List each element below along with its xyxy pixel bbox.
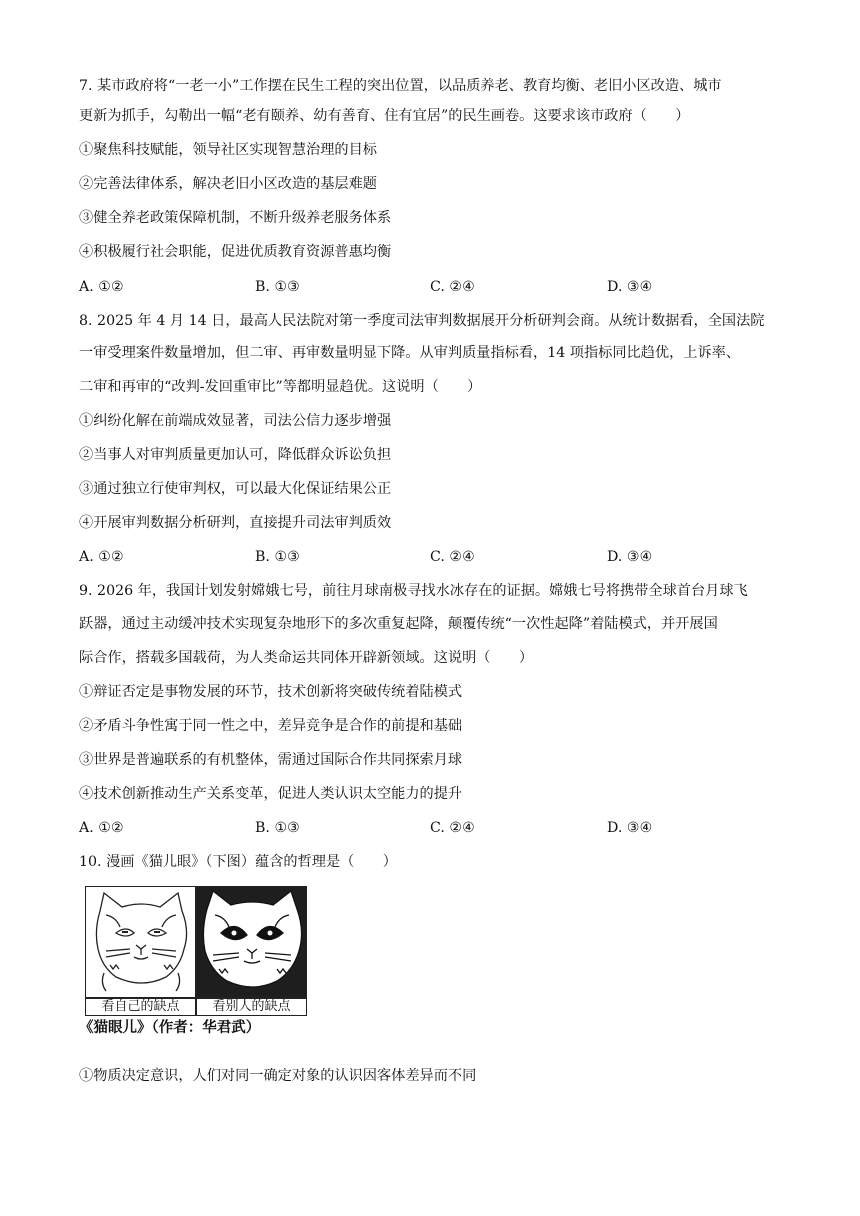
q7-stem-line-1: 7. 某市政府将“一老一小”工作摆在民生工程的突出位置，以品质养老、教育均衡、老旧小区改造、城市 <box>79 78 722 94</box>
cat-drawing-small-eyes <box>86 887 196 998</box>
q8-stem-line-3: 二审和再审的“改判-发回重审比”等都明显趋优。这说明（ ） <box>79 379 482 395</box>
q9-option-c[interactable]: C. ②④ <box>430 820 475 836</box>
q9-stem-line-1: 9. 2026 年，我国计划发射嫦娥七号，前往月球南极寻找水冰存在的证据。嫦娥七号将携带全球首台月球飞 <box>79 583 748 599</box>
q7-statement-3: ③健全养老政策保障机制，不断升级养老服务体系 <box>79 210 392 226</box>
q7-stem-line-2: 更新为抓手，勾勒出一幅“老有颐养、幼有善育、住有宜居”的民生画卷。这要求该市政府（ ） <box>79 108 690 124</box>
q8-option-b[interactable]: B. ①③ <box>255 549 300 565</box>
q7-statement-2: ②完善法律体系，解决老旧小区改造的基层难题 <box>79 176 377 192</box>
q10-statement-1: ①物质决定意识，人们对同一确定对象的认识因客体差异而不同 <box>79 1068 477 1084</box>
q8-statement-4: ④开展审判数据分析研判，直接提升司法审判质效 <box>79 515 392 531</box>
q7-option-d[interactable]: D. ③④ <box>607 279 653 295</box>
q7-option-c[interactable]: C. ②④ <box>430 279 475 295</box>
q7-statement-4: ④积极履行社会职能，促进优质教育资源普惠均衡 <box>79 244 392 260</box>
q9-statement-3: ③世界是普遍联系的有机整体，需通过国际合作共同探索月球 <box>79 752 463 768</box>
q8-option-c[interactable]: C. ②④ <box>430 549 475 565</box>
cartoon-panel-own-faults <box>85 886 196 998</box>
cartoon-title: 《猫眼儿》（作者：华君武） <box>79 1019 261 1036</box>
cartoon-caption-left: 看自己的缺点 <box>85 998 196 1016</box>
q8-option-d[interactable]: D. ③④ <box>607 549 653 565</box>
q7-statement-1: ①聚焦科技赋能，领导社区实现智慧治理的目标 <box>79 142 377 158</box>
cat-eye-cartoon <box>85 886 307 1016</box>
q10-stem: 10. 漫画《猫儿眼》（下图）蕴含的哲理是（ ） <box>79 854 397 870</box>
q7-option-a[interactable]: A. ①② <box>79 279 124 295</box>
q8-statement-1: ①纠纷化解在前端成效显著，司法公信力逐步增强 <box>79 413 392 429</box>
cat-drawing-big-eyes <box>197 887 307 998</box>
q9-options <box>79 818 779 838</box>
cartoon-caption-right: 看别人的缺点 <box>196 998 307 1016</box>
q8-option-a[interactable]: A. ①② <box>79 549 124 565</box>
q8-stem-line-2: 一审受理案件数量增加，但二审、再审数量明显下降。从审判质量指标看，14 项指标同比趋优，上诉率、 <box>79 345 741 361</box>
q9-statement-4: ④技术创新推动生产关系变革，促进人类认识太空能力的提升 <box>79 786 463 802</box>
q9-option-d[interactable]: D. ③④ <box>607 820 653 836</box>
q9-option-a[interactable]: A. ①② <box>79 820 124 836</box>
q9-stem-line-2: 跃器，通过主动缓冲技术实现复杂地形下的多次重复起降，颠覆传统“一次性起降”着陆模式，并开展国 <box>79 616 718 632</box>
q8-options <box>79 547 779 567</box>
q7-options <box>79 277 779 297</box>
q9-option-b[interactable]: B. ①③ <box>255 820 300 836</box>
q9-statement-1: ①辩证否定是事物发展的环节，技术创新将突破传统着陆模式 <box>79 684 463 700</box>
q9-statement-2: ②矛盾斗争性寓于同一性之中，差异竞争是合作的前提和基础 <box>79 718 463 734</box>
q7-option-b[interactable]: B. ①③ <box>255 279 300 295</box>
q8-statement-2: ②当事人对审判质量更加认可，降低群众诉讼负担 <box>79 447 392 463</box>
cartoon-panel-others-faults <box>196 886 307 998</box>
q9-stem-line-3: 际合作，搭载多国载荷，为人类命运共同体开辟新领域。这说明（ ） <box>79 650 534 666</box>
q8-statement-3: ③通过独立行使审判权，可以最大化保证结果公正 <box>79 481 392 497</box>
q8-stem-line-1: 8. 2025 年 4 月 14 日，最高人民法院对第一季度司法审判数据展开分析研判会商。从统计数据看，全国法院 <box>79 313 765 329</box>
